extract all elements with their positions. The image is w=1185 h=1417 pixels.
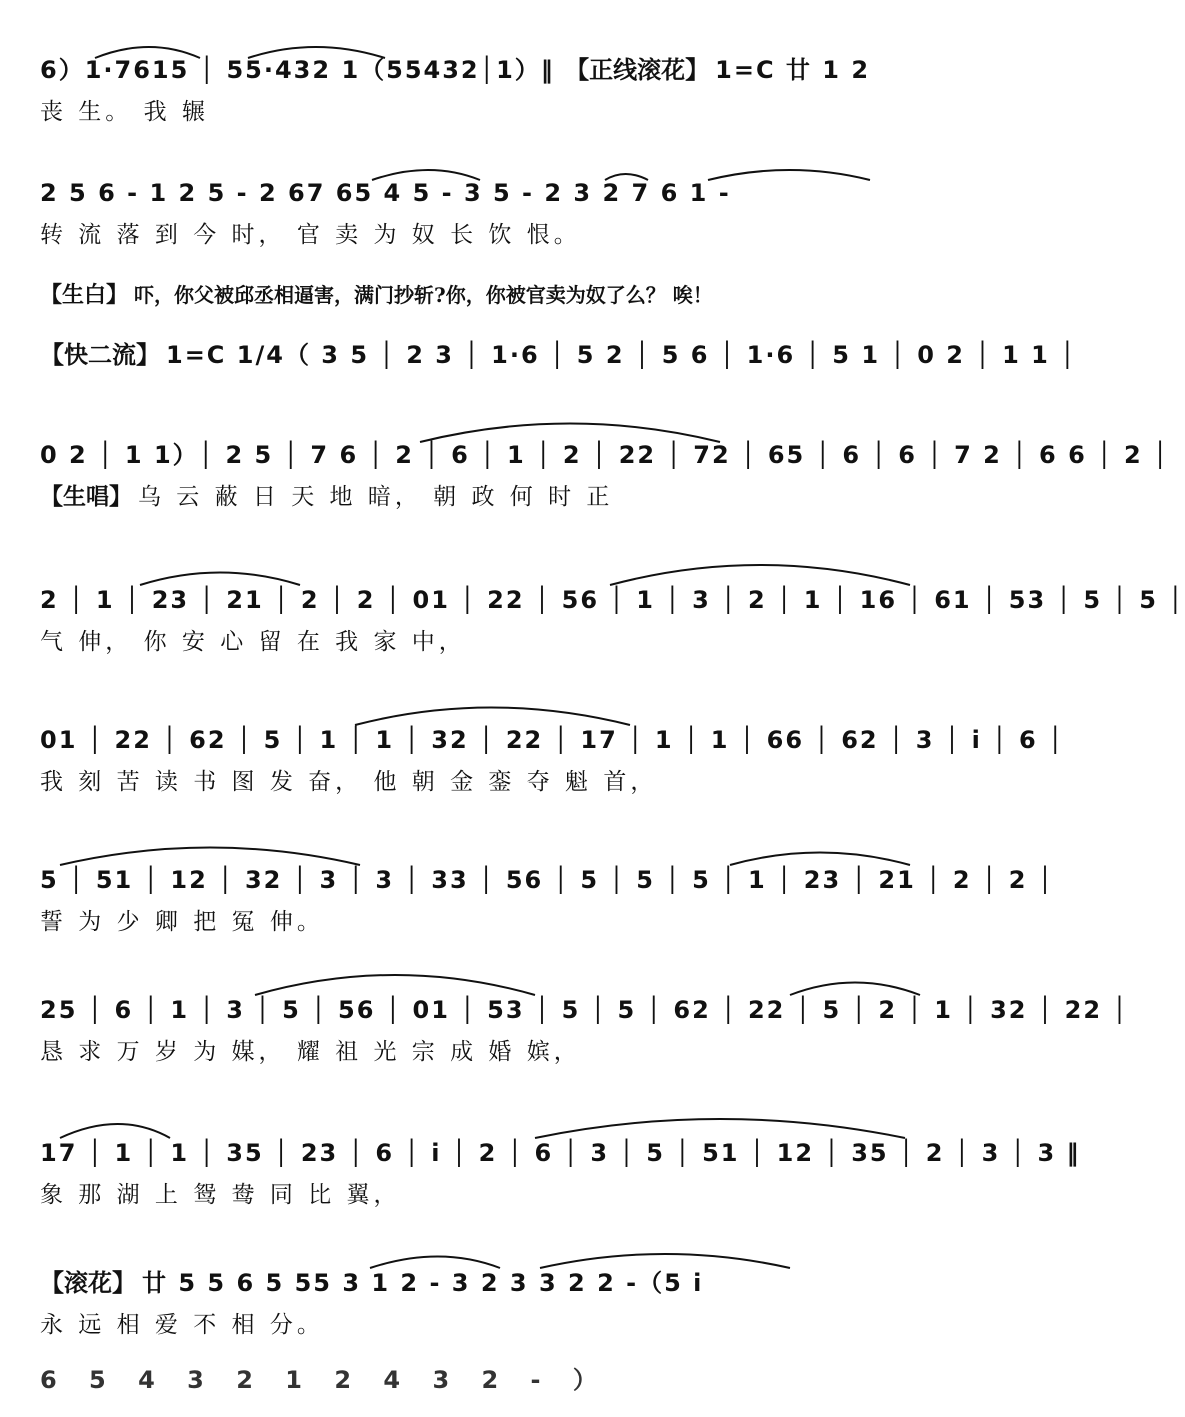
slur-mark [790, 983, 920, 996]
staff-line-8 [40, 995, 1129, 1075]
lyrics-row: 永 远 相 爱 不 相 分。 [40, 1312, 324, 1338]
notation-row: 5 │ 51 │ 12 │ 32 │ 3 │ 3 │ 33 │ 56 │ 5 │ 5 │ 5 │ 1 │ 23 │ 21 │ 2 │ 2 │ [40, 866, 1055, 894]
notation-row: 17 │ 1 │ 1 │ 35 │ 23 │ 6 │ i │ 2 │ 6 │ 3 │ 5 │ 51 │ 12 │ 35 │ 2 │ 3 │ 3 ‖ [40, 1139, 1081, 1167]
slur-mark [370, 1257, 500, 1269]
section-tag: 【快二流】 [40, 341, 160, 369]
staff-line-2 [40, 178, 932, 258]
slur-mark [535, 1119, 905, 1138]
notation-row: 6）1·7615 │ 55·432 1（55432│1）‖ 【正线滚花】 1=C 廿 1 2 [40, 56, 871, 84]
staff-line-10 [40, 1268, 932, 1348]
notation-row: 2 │ 1 │ 23 │ 21 │ 2 │ 2 │ 01 │ 22 │ 56 │ 1 │ 3 │ 2 │ 1 │ 16 │ 61 │ 53 │ 5 │ 5 │ [40, 586, 1185, 614]
staff-line-4 [40, 440, 1170, 520]
lyrics-row: 转 流 落 到 今 时， 官 卖 为 奴 长 饮 恨。 [40, 222, 581, 248]
lyrics-row: 恳 求 万 岁 为 媒， 耀 祖 光 宗 成 婚 嫔， [40, 1039, 581, 1065]
notation-row: 【快二流】 1=C 1/4（ 3 5 │ 2 3 │ 1·6 │ 5 2 │ 5 6 │ 1·6 │ 5 1 │ 0 2 │ 1 1 │ [40, 341, 1077, 369]
staff-line-7 [40, 865, 1055, 945]
notation-row: 【滚花】 廿 5 5 6 5 55 3 1 2 - 3 2 3 3 2 2 -（5 i [40, 1269, 704, 1297]
cropped-staff-line: 6 5 4 3 2 1 2 4 3 2 - ） [40, 1366, 609, 1394]
slur-mark [730, 853, 910, 866]
dialogue-text: 吓，你父被邱丞相逼害，满门抄斩?你，你被官卖为奴了么？ 唉！ [134, 283, 713, 307]
spoken-dialogue [40, 280, 932, 311]
slur-mark [355, 708, 630, 726]
slur-mark [610, 565, 910, 585]
slur-mark [140, 573, 300, 586]
notation-row: 0 2 │ 1 1）│ 2 5 │ 7 6 │ 2 │ 6 │ 1 │ 2 │ 22 │ 72 │ 65 │ 6 │ 6 │ 7 2 │ 6 6 │ 2 │ [40, 441, 1170, 469]
staff-line-9 [40, 1138, 1081, 1218]
staff-line-1 [40, 55, 932, 135]
slur-mark [255, 975, 535, 995]
lyrics-row: 象 那 湖 上 鸳 鸯 同 比 翼， [40, 1182, 401, 1208]
lyrics-row: 【生唱】 乌 云 蔽 日 天 地 暗， 朝 政 何 时 正 [40, 484, 614, 510]
staff-line-5 [40, 585, 1185, 665]
section-tag: 【生唱】 [40, 484, 132, 510]
slur-mark [540, 1254, 790, 1268]
lyrics-row: 气 伸， 你 安 心 留 在 我 家 中， [40, 629, 466, 655]
notation-row: 2 5 6 - 1 2 5 - 2 67 65 4 5 - 3 5 - 2 3 2 7 6 1 - [40, 179, 731, 207]
lyrics-row: 我 刻 苦 读 书 图 发 奋， 他 朝 金 銮 夺 魁 首， [40, 769, 658, 795]
staff-line-6 [40, 725, 1065, 805]
section-tag: 【滚花】 [40, 1269, 136, 1297]
section-tag: 【正线滚花】 [565, 56, 710, 84]
slur-mark [60, 848, 360, 866]
lyrics-row: 誓 为 少 卿 把 冤 伸。 [40, 909, 324, 935]
slur-mark [60, 1124, 170, 1138]
notation-row: 25 │ 6 │ 1 │ 3 │ 5 │ 56 │ 01 │ 53 │ 5 │ 5 │ 62 │ 22 │ 5 │ 2 │ 1 │ 32 │ 22 │ [40, 996, 1129, 1024]
section-tag: 【生白】 [40, 283, 129, 308]
notation-row: 01 │ 22 │ 62 │ 5 │ 1 │ 1 │ 32 │ 22 │ 17 │ 1 │ 1 │ 66 │ 62 │ 3 │ i │ 6 │ [40, 726, 1065, 754]
lyrics-row: 丧 生。 我 辗 [40, 99, 209, 125]
staff-line-3 [40, 340, 1077, 380]
